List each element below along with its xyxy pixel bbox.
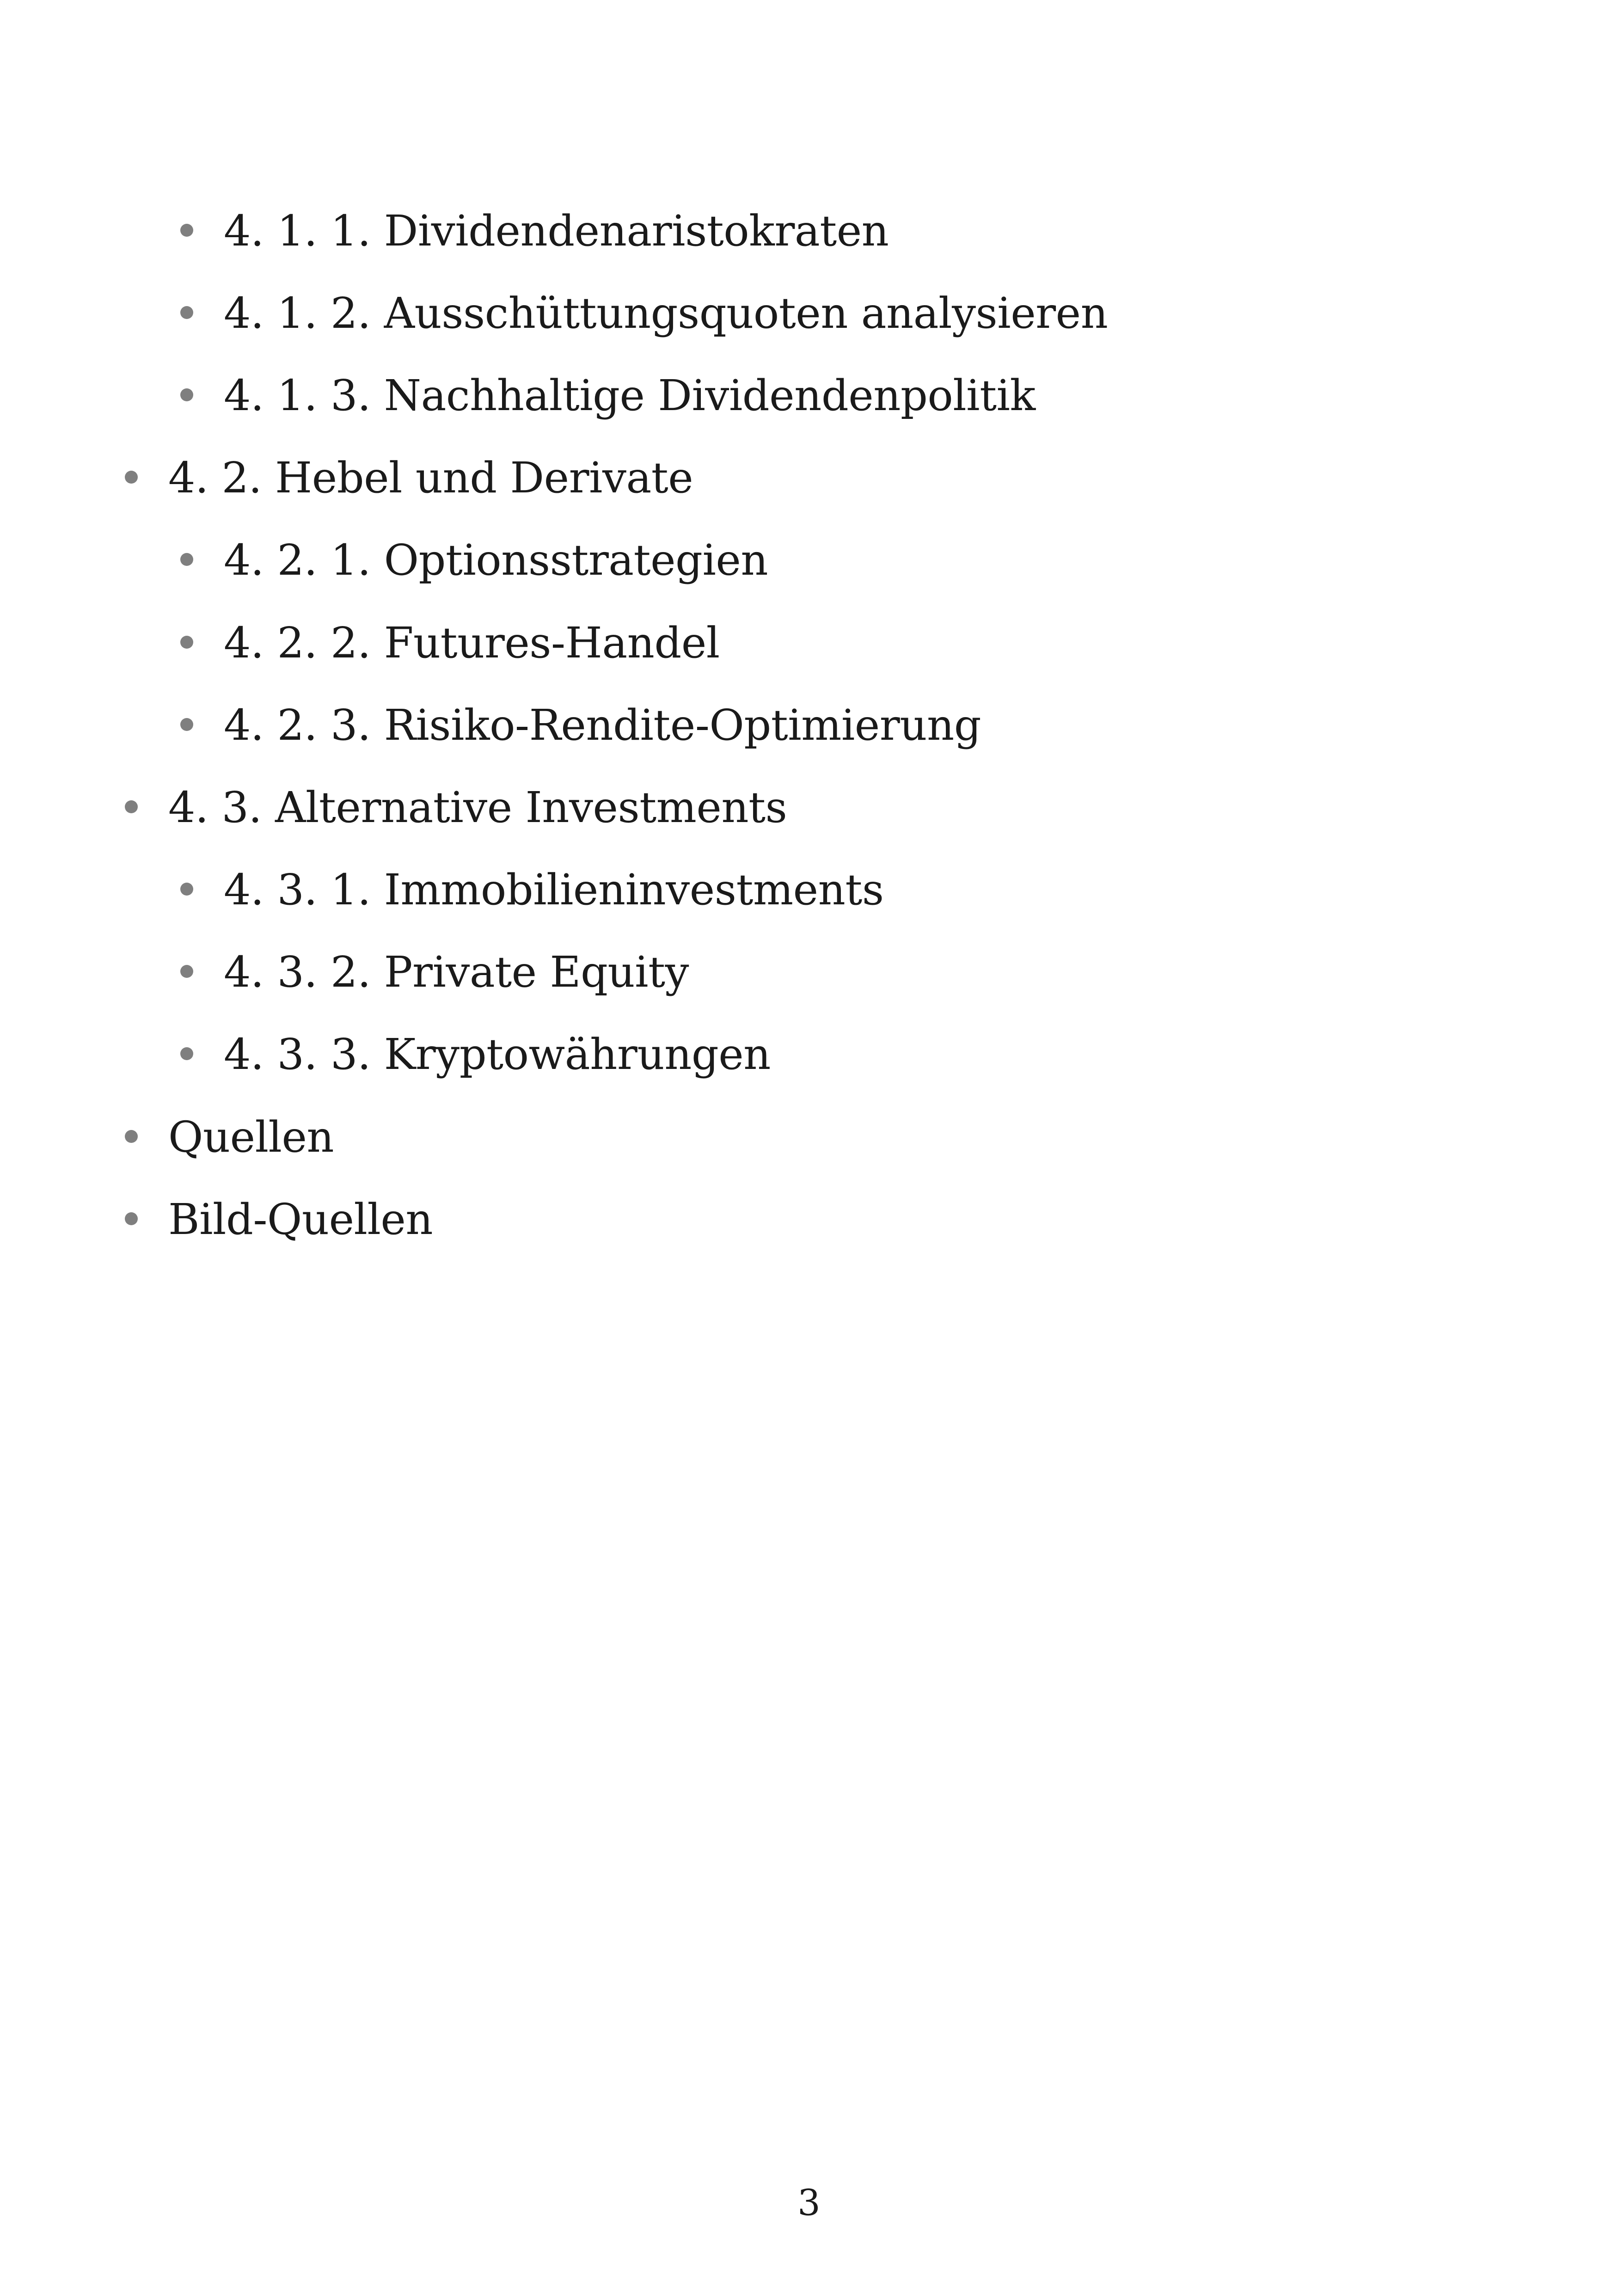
toc-entry-label: 4. 3. 2. Private Equity [224, 947, 689, 997]
page-number: 3 [797, 2182, 821, 2224]
toc-entry-label: 4. 2. 3. Risiko-Rendite-Optimierung [224, 700, 981, 750]
bullet-icon [180, 553, 193, 566]
toc-entry-label: Bild-Quellen [168, 1195, 433, 1244]
bullet-icon [125, 1212, 138, 1225]
bullet-icon [180, 224, 193, 237]
toc-entry-label: 4. 2. Hebel und Derivate [168, 453, 693, 503]
bullet-icon [180, 306, 193, 319]
bullet-icon [180, 388, 193, 401]
toc-entry-label: 4. 3. Alternative Investments [168, 783, 787, 832]
bullet-icon [180, 883, 193, 896]
toc-entry-label: 4. 1. 2. Ausschüttungsquoten analysieren [224, 289, 1108, 338]
bullet-icon [125, 471, 138, 484]
toc-entry-label: 4. 1. 3. Nachhaltige Dividendenpolitik [224, 371, 1036, 420]
bullet-icon [180, 1047, 193, 1060]
bullet-icon [125, 1130, 138, 1143]
bullet-icon [180, 965, 193, 978]
bullet-icon [180, 636, 193, 649]
toc-entry-label: 4. 3. 1. Immobilieninvestments [224, 865, 884, 915]
toc-entry-label: 4. 2. 2. Futures-Handel [224, 618, 720, 668]
toc-entry-label: Quellen [168, 1112, 334, 1162]
toc-entry-label: 4. 1. 1. Dividendenaristokraten [224, 206, 889, 256]
toc-entry-label: 4. 3. 3. Kryptowährungen [224, 1030, 771, 1079]
bullet-icon [125, 800, 138, 813]
toc-entry-label: 4. 2. 1. Optionsstrategien [224, 535, 768, 585]
bullet-icon [180, 718, 193, 731]
